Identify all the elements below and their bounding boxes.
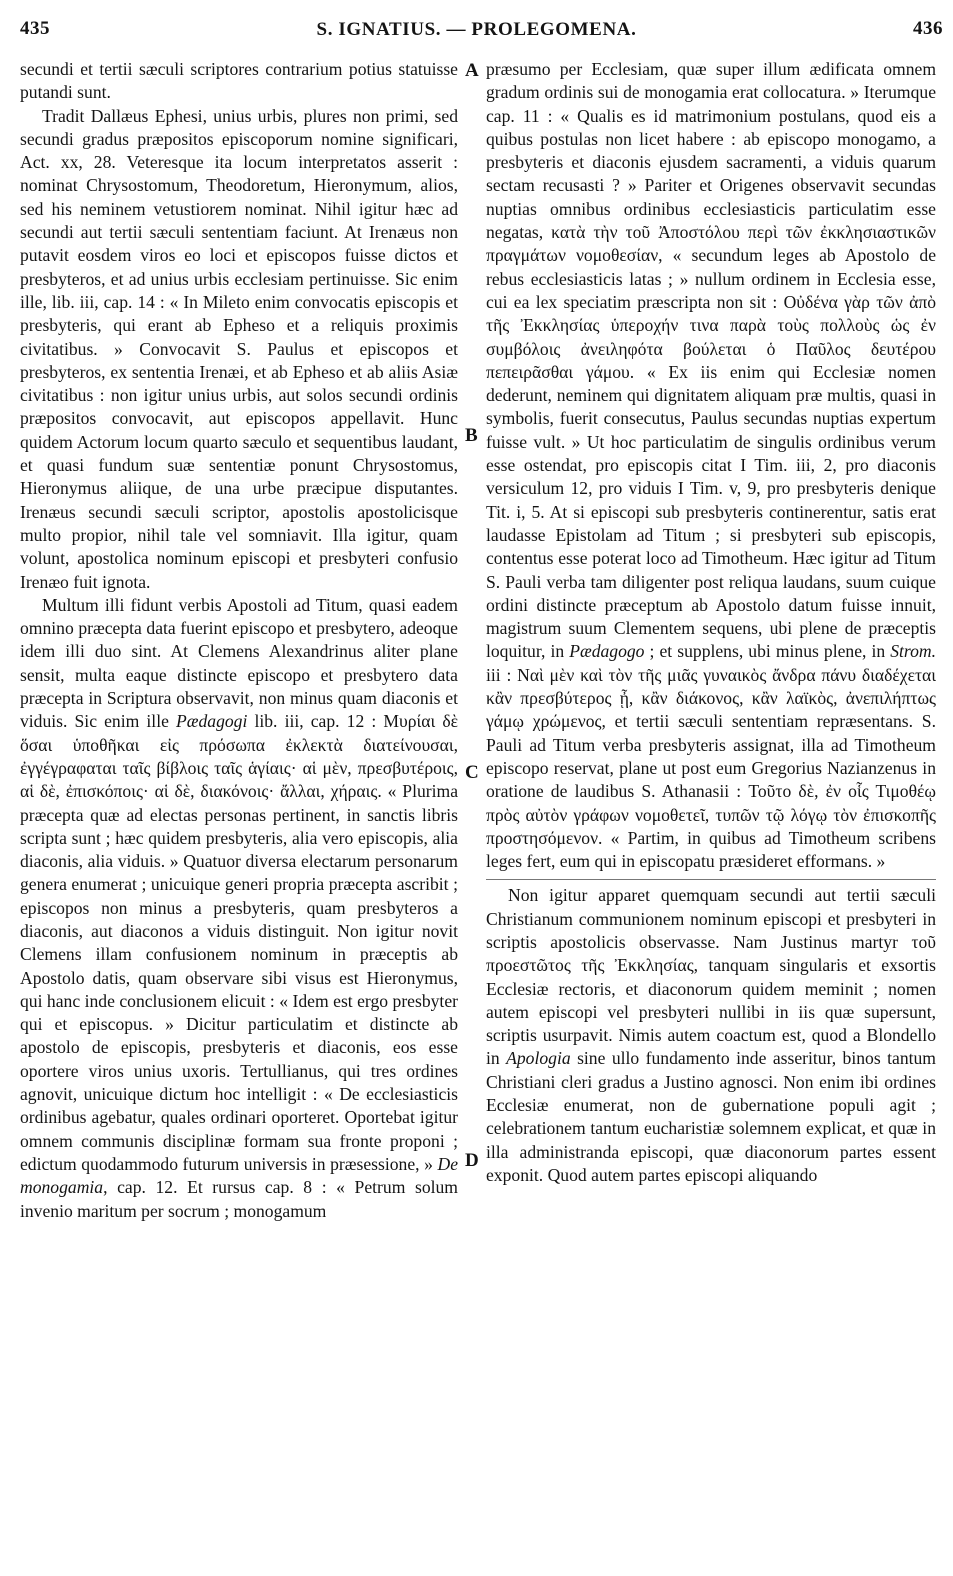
right-paragraph-2-text-a: Non igitur apparet quemquam secundi aut tertii sæculi Christianum communionem nominum episcopi et presbyteri in scriptis apostolicis observasse. Nam Justinus martyr τοῦ προεστῶτος τῆς Ἐκκλησίας, tanquam singularis et exsortis Ecclesiæ rectoris, et diaconorum quidem meminit ; nomen autem episcopi vel presbyteri nullibi in iis quæ supersunt, scriptis usurpavit. Nimis autem coactum est, quod a Blondello in [486, 885, 936, 1069]
right-paragraph-2 [486, 884, 936, 1187]
page-header [0, 0, 953, 50]
right-column [486, 58, 936, 1187]
page-number-right: 436 [913, 18, 943, 39]
margin-marker-b: B [465, 425, 478, 446]
running-title: S. IGNATIUS. — PROLEGOMENA. [316, 19, 637, 40]
left-paragraph-3-text-c: , cap. 12. Et rursus cap. 8 : « Petrum solum invenio maritum per socrum ; monogamum [20, 1177, 458, 1221]
right-paragraph-2-text-b: sine ullo fundamento inde asseritur, binos tantum Christiani cleri gradus a Justino agnosci. Non enim ibi ordines Ecclesiæ enumerat, non de gubernatione populi agit ; celebrationem tantum eucharistiæ solemnem explicat, et quæ in illa administranda episcopi, quæ diaconorum partes essent exponit. Quod autem partes episcopi aliquando [486, 1048, 936, 1185]
left-paragraph-3 [20, 594, 458, 1223]
left-column [20, 58, 458, 1223]
pedagogo-title: Pædagogo [569, 641, 645, 662]
right-paragraph-1-text-c: iii : Ναὶ μὲν καὶ τὸν τῆς μιᾶς γυναικὸς ἄνδρα πάνυ διαδέχεται κἂν πρεσβύτερος ᾖ, κἂν διάκονος, κἂν λαϊκὸς, ἀνεπιλήπτως γάμῳ χρώμενος, et tertii sæculi sententiam repræsentans. S. Pauli ad Titum verba presbyteris assignat, illa ad Timotheum episcopo reservat, plane ut post eum Gregorius Nazianzenus in oratione de laudibus S. Athanasii : Τοῦτο δὲ, ἐν οἷς Τιμοθέῳ πρὸς αὐτὸν γράφων νομοθετεῖ, τυπῶν τῷ λόγῳ τὸν ἐπισκοπῆς προστησόμενον. « Partim, in quibus ad Timotheum scribens leges fert, eum qui in episcopatu præsideret efformans. » [486, 664, 936, 872]
margin-marker-a: A [465, 60, 479, 81]
de-monogamia-title: De monogamia [20, 1153, 458, 1198]
left-paragraph-1: secundi et tertii sæculi scriptores contrarium potius statuisse putandi sunt. [20, 59, 458, 103]
strom-title: Strom. [890, 641, 936, 662]
left-paragraph-3-text-b: lib. iii, cap. 12 : Μυρίαι δὲ ὅσαι ὑποθῆκαι εἰς πρόσωπα ἐκλεκτὰ διατείνουσαι, ἐγγέγραφαται ταῖς βίβλοις ταῖς ἁγίαις· αἱ μὲν, πρεσβυτέροις, αἱ δὲ, ἐπισκόποις· αἱ δὲ, διακόνοις· ἄλλαι, χήραις. « Plurima præcepta quæ ad electas personas pertinent, in sanctis libris scripta sunt ; hæc quidem presbyteris, alia vero episcopis, alia diaconis, alia viduis. » Quatuor diversa electarum personarum genera enumerat ; unicuique generi propria præcepta ascribit ; episcopos non minus a presbyteris, quam presbyteros a diaconis, aut diaconos a viduis distinguit. Non igitur novit Clemens illam confusionem nominum in præceptis ab Apostolo datis, quam observare sibi visus est Hieronymus, qui hanc inde conclusionem elicuit : « Idem est ergo presbyter qui et episcopus. » Dicitur particulatim et distincte ab apostolo de episcopis, presbyteris et diaconis, eos esse oportere viros unius uxoris. Tertullianus, qui tres ordines agnovit, unicuique dictum hoc intelligit : « De ecclesiasticis ordinibus agebatur, quales ordinari oporteret. Oportebat igitur omnem communis disciplinæ formam sua fronte proponi ; edictum quodammodo futurum universis in præsessione, » [20, 711, 459, 1174]
apologia-title: Apologia [506, 1048, 571, 1069]
right-paragraph-1-text-a: præsumo per Ecclesiam, quæ super illum ædificata omnem gradum ordinis sui de monogamia erat collocatura. » Iterumque cap. 11 : « Qualis es id matrimonium postulans, quod eis a quibus postulas non licet habere : ab episcopo monogamo, a presbyteris et diaconis ejusdem sacramenti, a viduis quarum sectam recusasti ? » Pariter et Origenes observavit secundas nuptias omnibus ordinibus ecclesiasticis particulatim esse negatas, κατὰ τὴν τοῦ Ἀποστόλου περὶ τῶν ἐκκλησιαστικῶν πραγμάτων νομοθεσίαν, « secundum leges ab Apostolo de rebus ecclesiasticis latas ; » nullum ordinem in Ecclesia esse, cui ea lex speciatim præscripta non sit : Οὐδένα γὰρ τῶν ἀπὸ τῆς Ἐκκλησίας ὑπεροχήν τινα παρὰ τοὺς πολλοὺς ὡς ἐν συμβόλοις ἀνειληφότα βούλεται ὁ Παῦλος δευτέρου πεπειρᾶσθαι γάμου. « Ex iis enim qui Ecclesiæ nomen dederunt, neminem qui dignitatem aliquam præ multis, quasi in symbolis, fuerit consecutus, Paulus secundas nuptias expertum fuisse vult. » Ut hoc particulatim de singulis ordinibus verum esse ostendat, pro episcopis citat I Tim. iii, 2, pro diaconis versiculum 12, pro viduis I Tim. v, 9, pro presbyteris denique Tit. i, 5. At si episcopi sub presbyteris continerentur, satis erat laudasse Epistolam ad Titum ; si presbyteri sub episcopis, contentus esse poterat loco ad Timotheum. Hæc igitur ad Titum S. Pauli verba tam diligenter post reliqua laudans, suum cuique ordini distincte præceptum ab Apostolo datum fuisse innuit, magistrum suum Clementem sequens, ubi plene de præceptis loquitur, in [486, 59, 936, 662]
pedagogi-title: Pædagogi [176, 711, 248, 732]
margin-marker-d: D [465, 1150, 479, 1171]
left-paragraph-3-text-a: Multum illi fidunt verbis Apostoli ad Titum, quasi eadem omnino præcepta data fuerint episcopo et presbytero, adeoque idem illi duo sint. At Clemens Alexandrinus aliter plane sensit, multa eaque distincte episcopo et presbytero data præcepta in Scriptura observavit, non minus quam diaconis et viduis. Sic enim ille [20, 594, 458, 732]
margin-marker-c: C [465, 762, 479, 783]
right-paragraph-1 [486, 58, 936, 873]
page-number-left: 435 [20, 18, 50, 39]
left-paragraph-2: Tradit Dallæus Ephesi, unius urbis, plures non primi, sed secundi gradus præpositos episcoporum nomine significari, Act. xx, 28. Veteresque ita locum interpretatos asserit : nominat Chrysostomum, Theodoretum, Hieronymum, alios, sed his neminem vetustiorem nominat. Nihil igitur hæc ad secundi aut tertii sæculi sententiam faciunt. At Irenæus non putavit eosdem viros eo loci et episcopos fuisse dictos et presbyteros, et ad unius urbis ecclesiam pertinuisse. Sic enim ille, lib. iii, cap. 14 : « In Mileto enim convocatis episcopis et presbyteris, qui erant ab Epheso et a reliquis proximis civitatibus. » Convocavit S. Paulus et episcopos et presbyteros, ex sententia Irenæi, et ab Epheso et ab aliis Asiæ civitatibus : non igitur unius urbis, aut solos secundi ordinis præpositos convocavit, aut episcopos appellavit. Hunc quidem Actorum locum quarto sæculo et sequentibus laudant, et quasi fundum suæ sententiæ ponunt Chrysostomus, Hieronymus aliique, de una urbe præcipue disputantes. Irenæus secundi sæculi scriptor, apostolis apostolicisque multo propior, nihil tale vel somniavit. Illa igitur, quam volunt, apostolica nominum episcopi et presbyteri confusio Irenæo fuit ignota. [20, 105, 458, 592]
right-paragraph-1-text-b: ; et supplens, ubi minus plene, in [644, 641, 891, 662]
paragraph-divider [486, 879, 936, 880]
